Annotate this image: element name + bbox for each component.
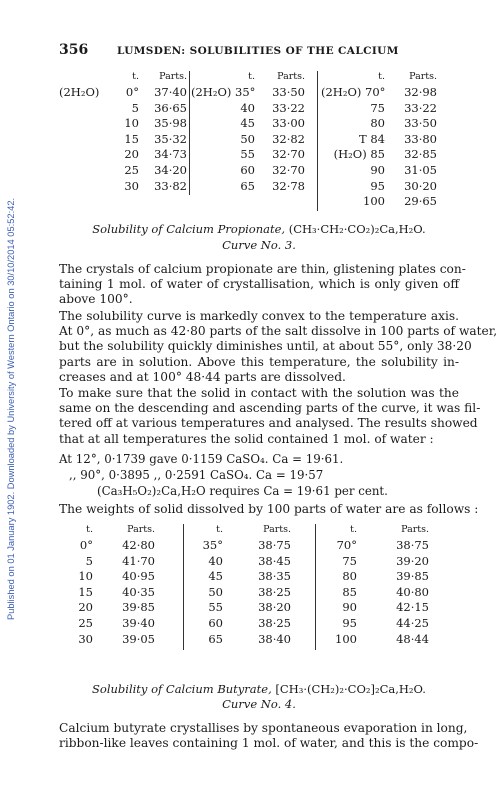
parts-cell: 39·05 [122,631,155,646]
parts-cell: 38·75 [396,538,429,552]
solubility-table-1 [59,71,459,209]
section-formula-butyrate: [CH₃·(CH₂)₂·CO₂]₂Ca,H₂O. [275,682,426,696]
parts-cell: 38·75 [258,538,291,552]
paragraph-solubility-curve [59,309,498,385]
section-title-propionate [59,222,459,236]
temperature-cell: 35° [202,538,223,552]
temperature-cell: 65 [240,178,255,193]
parts-cell: 39·20 [396,553,429,568]
hydrate-label: (2H₂O) 70° [321,85,386,99]
section-title-butyrate-label: Solubility of Calcium Butyrate, [92,682,272,696]
text-line: To make sure that the solid in contact with the solution was the [59,386,459,400]
parts-cell: 38·25 [258,584,291,599]
parts-cell: 33·22 [404,100,437,115]
temperature-cell: 55 [240,147,255,162]
temperature-cell: 90 [370,163,385,177]
temperature-cell: 10 [124,116,139,131]
parts-cell: 35·98 [154,116,187,131]
parts-cell: 32·70 [272,163,305,177]
parts-cell: 29·65 [404,194,437,209]
parts-cell: 33·82 [154,178,187,193]
temperature-cell: 25 [124,163,139,177]
col-header-t: t. [132,71,139,82]
temperature-cell: 30 [78,631,93,646]
col-header-parts: Parts. [159,71,187,82]
temperature-cell: T 84 [359,131,385,146]
text-line: parts are in solution. Above this temperature, the solubility in- [59,354,459,369]
temperature-cell: 100 [335,631,357,646]
parts-cell: 38·25 [258,616,291,630]
running-head [59,42,459,58]
parts-cell: 44·25 [396,616,429,630]
parts-cell: 32·98 [404,85,437,99]
parts-cell: 33·50 [272,85,305,99]
download-watermark [4,60,18,620]
temperature-cell: 80 [342,569,357,584]
temperature-cell: 70° [336,538,357,552]
column-divider [315,524,316,650]
parts-cell: 39·85 [396,569,429,584]
col-header-t: t. [350,524,357,535]
curve-label-3-text: Curve No. 3. [222,238,296,252]
curve-label-4-text: Curve No. 4. [222,697,296,711]
temperature-cell: 55 [208,600,223,615]
parts-cell: 33·50 [404,116,437,131]
temperature-cell: (H₂O) 85 [333,147,385,162]
parts-cell: 42·15 [396,600,429,615]
col-header-parts: Parts. [127,524,155,535]
curve-label-4 [59,697,459,711]
col-header-t: t. [216,524,223,535]
parts-cell: 35·32 [154,131,187,146]
analysis-line-1: At 12°, 0·1739 gave 0·1159 CaSO₄. Ca = 19·61. [59,452,344,466]
text-line: tered off at various temperatures and analysed. The results showed [59,416,478,431]
text-line: The weights of solid dissolved by 100 parts of water are as follows : [59,502,479,516]
parts-cell: 31·05 [404,163,437,177]
parts-cell: 40·95 [122,569,155,584]
parts-cell: 32·78 [272,178,305,193]
temperature-cell: 20 [124,147,139,162]
section-formula-propionate: (CH₃·CH₂·CO₂)₂Ca,H₂O. [288,222,426,236]
temperature-cell: 45 [208,569,223,584]
temperature-cell: 0° [79,538,93,552]
temperature-cell: 15 [78,584,93,599]
parts-cell: 33·00 [272,116,305,131]
parts-cell: 30·20 [404,178,437,193]
parts-cell: 41·70 [122,553,155,568]
parts-cell: 36·65 [154,100,187,115]
parts-cell: 42·80 [122,538,155,552]
section-title-propionate-label: Solubility of Calcium Propionate, [92,222,286,236]
paragraph-crystals [59,262,466,308]
page-number: 356 [59,42,89,58]
analysis-line-2: ,, 90°, 0·3895 ,, 0·2591 CaSO₄. Ca = 19·57 [69,468,324,482]
analysis-line-3: (Ca₃H₅O₂)₂Ca,H₂O requires Ca = 19·61 per cent. [97,484,388,498]
parts-cell: 32·82 [272,131,305,146]
col-header-parts: Parts. [263,524,291,535]
temperature-cell: 5 [131,100,139,115]
temperature-cell: 50 [208,584,223,599]
text-line: same on the descending and ascending parts of the curve, it was fil- [59,401,481,416]
temperature-cell: 95 [370,178,385,193]
parts-cell: 33·22 [272,100,305,115]
section-title-butyrate [59,682,459,696]
hydrate-label: (2H₂O) [59,85,100,99]
temperature-cell: 15 [124,131,139,146]
parts-cell: 38·35 [258,569,291,584]
temperature-cell: 40 [208,553,223,568]
temperature-cell: 5 [85,553,93,568]
col-header-t: t. [248,71,255,82]
hydrate-label: (2H₂O) 35° [191,85,256,99]
temperature-cell: 50 [240,131,255,146]
col-header-t: t. [378,71,385,82]
paragraph-analysis-intro [59,386,481,447]
curve-label-3 [59,238,459,252]
temperature-cell: 0° [125,85,139,99]
parts-cell: 37·40 [154,85,187,99]
running-title: LUMSDEN: SOLUBILITIES OF THE CALCIUM [117,45,399,57]
column-divider [189,71,190,195]
col-header-parts: Parts. [401,524,429,535]
temperature-cell: 75 [342,553,357,568]
text-line: The solubility curve is markedly convex to the temperature axis. [59,309,459,323]
col-header-parts: Parts. [277,71,305,82]
col-header-parts: Parts. [409,71,437,82]
temperature-cell: 45 [240,116,255,131]
temperature-cell: 95 [342,616,357,630]
text-line: creases and at 100° 48·44 parts are dissolved. [59,369,346,384]
paragraph-weights-intro [59,502,479,517]
parts-cell: 39·40 [122,616,155,630]
temperature-cell: 10 [78,569,93,584]
text-line: but the solubility quickly diminishes until, at about 55°, only 38·20 [59,339,472,354]
temperature-cell: 60 [240,163,255,177]
text-line: that at all temperatures the solid contained 1 mol. of water : [59,431,434,446]
parts-cell: 40·35 [122,584,155,599]
download-watermark-text: Published on 01 January 1902. Downloaded by University of Western Ontario on 30/10/2014 05:52:42. [6,197,16,620]
temperature-cell: 80 [370,116,385,131]
temperature-cell: 60 [208,616,223,630]
temperature-cell: 90 [342,600,357,615]
text-line: Calcium butyrate crystallises by spontaneous evaporation in long, [59,721,468,735]
parts-cell: 39·85 [122,600,155,615]
text-line: ribbon-like leaves containing 1 mol. of water, and this is the compo- [59,736,479,751]
temperature-cell: 75 [370,100,385,115]
parts-cell: 34·20 [154,163,187,177]
col-header-t: t. [86,524,93,535]
parts-cell: 38·40 [258,631,291,646]
paragraph-butyrate [59,721,479,751]
column-divider [317,71,318,211]
parts-cell: 34·73 [154,147,187,162]
temperature-cell: 100 [363,194,385,209]
text-line: taining 1 mol. of water of crystallisation, which is only given off [59,277,459,292]
parts-cell: 32·85 [404,147,437,162]
text-line: above 100°. [59,292,133,307]
parts-cell: 33·80 [404,131,437,146]
temperature-cell: 65 [208,631,223,646]
text-line: The crystals of calcium propionate are thin, glistening plates con- [59,262,466,276]
solubility-table-2 [59,524,459,646]
column-divider [183,524,184,650]
parts-cell: 40·80 [396,584,429,599]
parts-cell: 38·45 [258,553,291,568]
parts-cell: 48·44 [396,631,429,646]
parts-cell: 38·20 [258,600,291,615]
temperature-cell: 40 [240,100,255,115]
temperature-cell: 30 [124,178,139,193]
temperature-cell: 20 [78,600,93,615]
temperature-cell: 85 [342,584,357,599]
text-line: At 0°, as much as 42·80 parts of the salt dissolve in 100 parts of water, [59,324,498,339]
parts-cell: 32·70 [272,147,305,162]
temperature-cell: 25 [78,616,93,630]
